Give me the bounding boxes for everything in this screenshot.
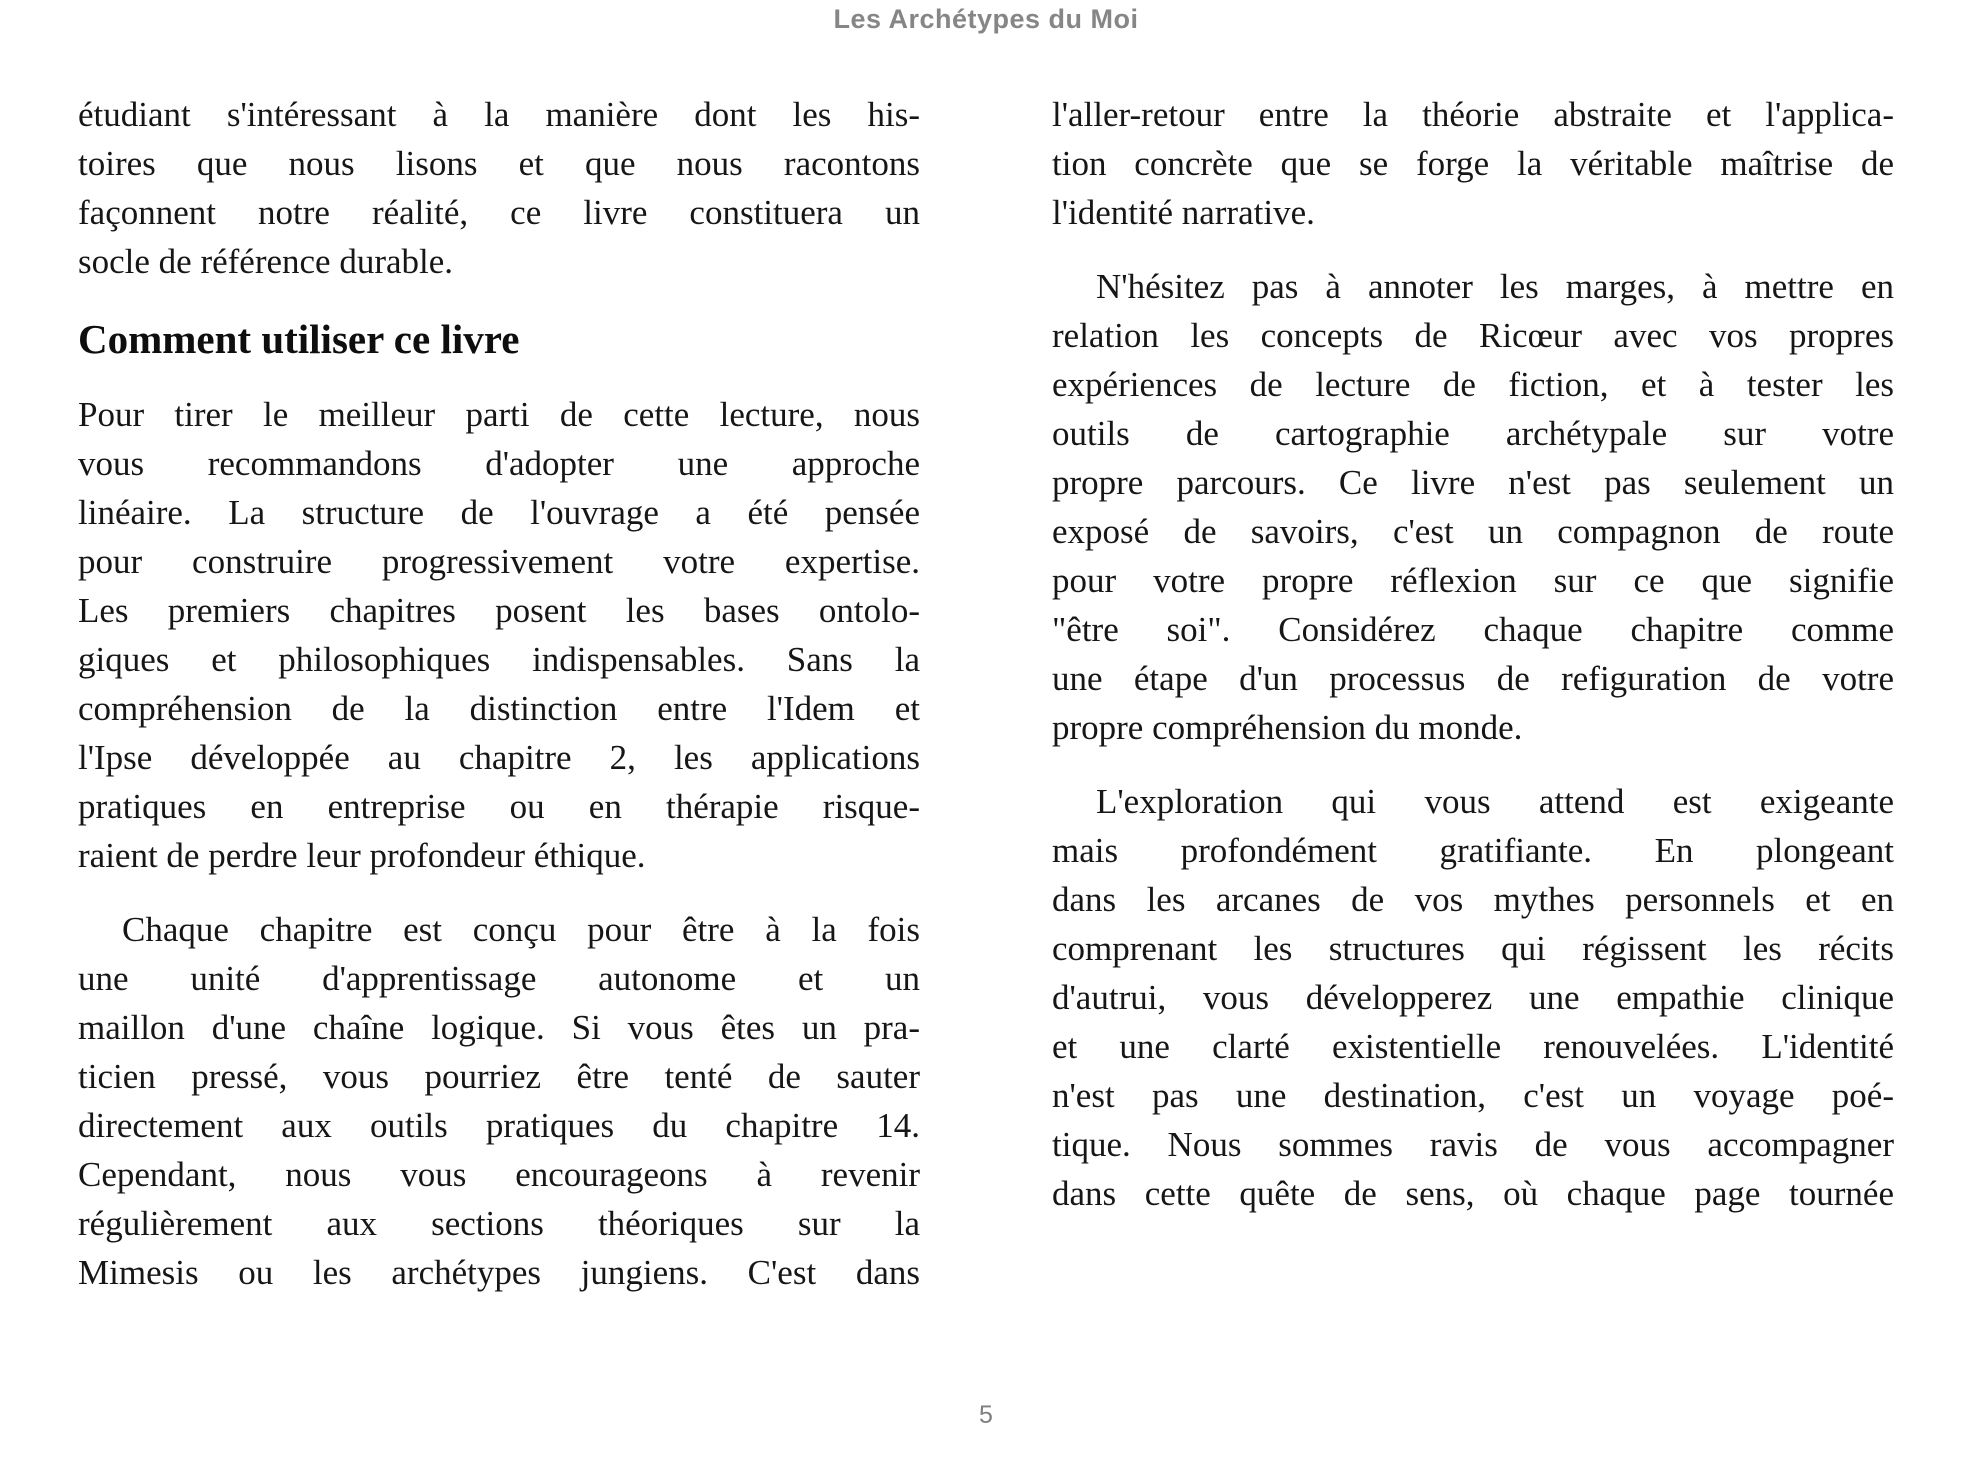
text-line: propre parcours. Ce livre n'est pas seulement un	[1052, 463, 1894, 502]
running-header-book-title: Les Archétypes du Moi	[833, 4, 1139, 34]
text-line: et une clarté existentielle renouvelées. L'identité	[1052, 1027, 1894, 1066]
page-number: 5	[979, 1401, 993, 1429]
text-line: pratiques en entreprise ou en thérapie risque-	[78, 787, 920, 826]
text-line: vous recommandons d'adopter une approche	[78, 444, 920, 483]
text-line: propre compréhension du monde.	[1052, 708, 1523, 747]
text-line: tion concrète que se forge la véritable maîtrise de	[1052, 144, 1894, 183]
paragraph	[1052, 90, 1894, 237]
text-line: exposé de savoirs, c'est un compagnon de route	[1052, 512, 1894, 551]
text-line: L'exploration qui vous attend est exigeante	[1096, 782, 1894, 821]
paragraph	[1052, 262, 1894, 752]
text-line: Chaque chapitre est conçu pour être à la fois	[122, 910, 920, 949]
paragraph	[1052, 777, 1894, 1218]
text-line: l'Ipse développée au chapitre 2, les applications	[78, 738, 920, 777]
text-line: giques et philosophiques indispensables. Sans la	[78, 640, 920, 679]
text-line: maillon d'une chaîne logique. Si vous êtes un pra-	[78, 1008, 920, 1047]
text-line: comprenant les structures qui régissent les récits	[1052, 929, 1894, 968]
text-column-left	[78, 90, 920, 1322]
page-body	[78, 90, 1894, 1322]
text-line: Cependant, nous vous encourageons à revenir	[78, 1155, 920, 1194]
text-line: une étape d'un processus de refiguration de votre	[1052, 659, 1894, 698]
text-line: Les premiers chapitres posent les bases ontolo-	[78, 591, 920, 630]
text-line: d'autrui, vous développerez une empathie clinique	[1052, 978, 1894, 1017]
paragraph	[78, 905, 920, 1297]
text-line: linéaire. La structure de l'ouvrage a été pensée	[78, 493, 920, 532]
text-line: expériences de lecture de fiction, et à tester les	[1052, 365, 1894, 404]
text-line: compréhension de la distinction entre l'Idem et	[78, 689, 920, 728]
text-line: Pour tirer le meilleur parti de cette lecture, nous	[78, 395, 920, 434]
text-line: régulièrement aux sections théoriques sur la	[78, 1204, 920, 1243]
text-line: dans cette quête de sens, où chaque page tournée	[1052, 1174, 1894, 1213]
text-line: pour votre propre réflexion sur ce que signifie	[1052, 561, 1894, 600]
text-column-right	[1052, 90, 1894, 1322]
text-line: dans les arcanes de vos mythes personnels et en	[1052, 880, 1894, 919]
text-line: tique. Nous sommes ravis de vous accompagner	[1052, 1125, 1894, 1164]
text-line: l'identité narrative.	[1052, 193, 1315, 232]
text-line: n'est pas une destination, c'est un voyage poé-	[1052, 1076, 1894, 1115]
text-line: étudiant s'intéressant à la manière dont les his-	[78, 95, 920, 134]
text-line: pour construire progressivement votre expertise.	[78, 542, 920, 581]
text-line: "être soi". Considérez chaque chapitre comme	[1052, 610, 1894, 649]
text-line: raient de perdre leur profondeur éthique.	[78, 836, 646, 875]
text-line: N'hésitez pas à annoter les marges, à mettre en	[1096, 267, 1894, 306]
text-line: l'aller-retour entre la théorie abstraite et l'applica-	[1052, 95, 1894, 134]
text-line: directement aux outils pratiques du chapitre 14.	[78, 1106, 920, 1145]
text-line: toires que nous lisons et que nous racontons	[78, 144, 920, 183]
text-line: mais profondément gratifiante. En plongeant	[1052, 831, 1894, 870]
text-line: une unité d'apprentissage autonome et un	[78, 959, 920, 998]
section-heading: Comment utiliser ce livre	[78, 316, 520, 362]
text-line: socle de référence durable.	[78, 242, 454, 281]
text-line: outils de cartographie archétypale sur votre	[1052, 414, 1894, 453]
text-line: Mimesis ou les archétypes jungiens. C'est dans	[78, 1253, 920, 1292]
paragraph	[78, 390, 920, 880]
text-line: façonnent notre réalité, ce livre constituera un	[78, 193, 920, 232]
text-line: relation les concepts de Ricœur avec vos propres	[1052, 316, 1894, 355]
text-line: ticien pressé, vous pourriez être tenté de sauter	[78, 1057, 920, 1096]
paragraph	[78, 90, 920, 286]
